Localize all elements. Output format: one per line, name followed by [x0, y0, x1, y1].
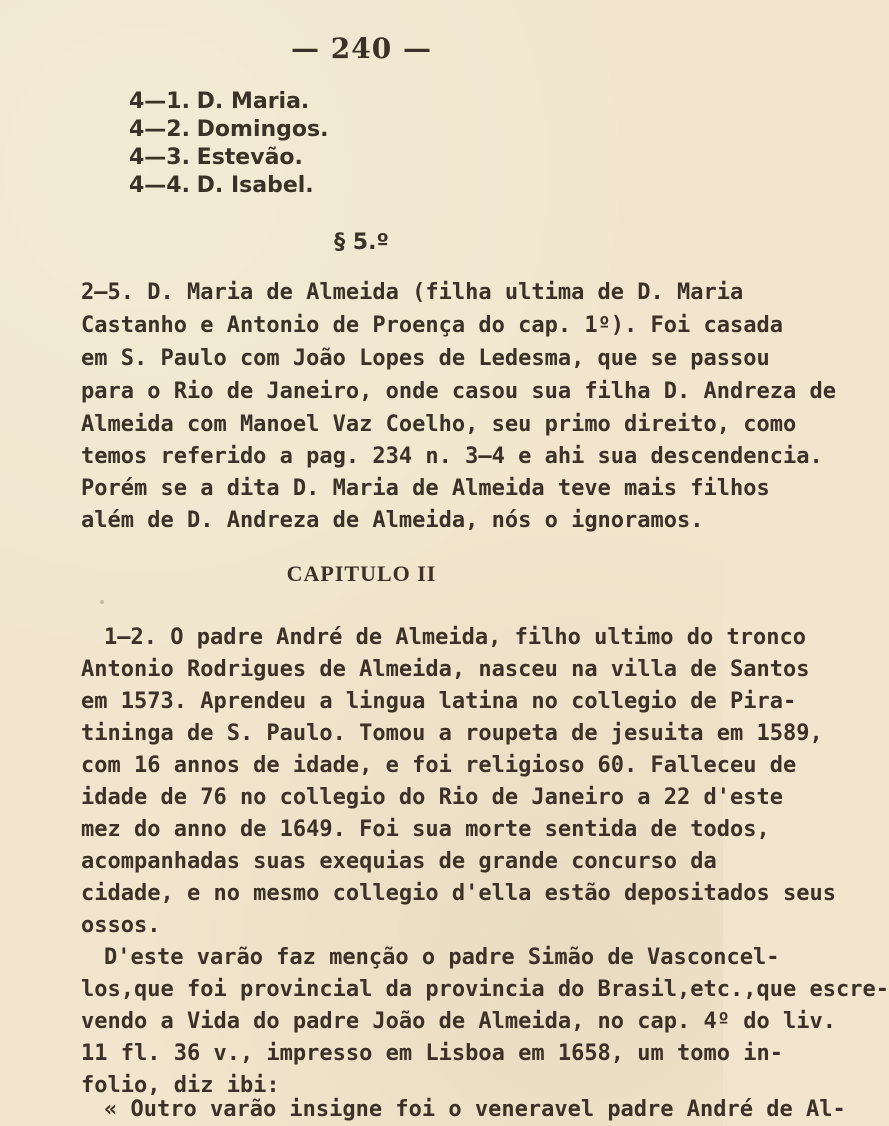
chapter-paragraph-line: Antonio Rodrigues de Almeida, nasceu na villa de Santos: [81, 657, 810, 682]
page-number: — 240 —: [291, 32, 432, 65]
chapter-paragraph-line: los,que foi provincial da provincia do Brasil,etc.,que escre-: [81, 977, 889, 1002]
chapter-paragraph-line: mez do anno de 1649. Foi sua morte sentida de todos,: [81, 817, 770, 842]
chapter-title: CAPITULO II: [286, 561, 437, 586]
chapter-paragraph-line: vendo a Vida do padre João de Almeida, no cap. 4º do liv.: [81, 1009, 836, 1034]
list-item-name: D. Isabel.: [196, 173, 314, 198]
chapter-paragraph-line: « Outro varão insigne foi o veneravel padre André de Al-: [104, 1097, 846, 1122]
list-item-name: D. Maria.: [196, 89, 310, 114]
list-item: [129, 144, 389, 172]
list-item-name: Domingos.: [196, 117, 329, 142]
lineage-list: [129, 88, 389, 200]
section-paragraph-line: 2—5. D. Maria de Almeida (filha ultima de D. Maria: [81, 280, 744, 305]
section-heading: § 5.º: [334, 230, 389, 255]
list-item-index: 4—4.: [129, 173, 190, 198]
list-item-index: 4—2.: [129, 117, 190, 142]
list-item: [129, 88, 389, 116]
list-item-index: 4—1.: [129, 89, 190, 114]
section-paragraph-line: Porém se a dita D. Maria de Almeida teve mais filhos: [81, 476, 770, 501]
chapter-paragraph-line: acompanhadas suas exequias de grande concurso da: [81, 849, 717, 874]
list-item: [129, 172, 389, 200]
chapter-paragraph-line: 1—2. O padre André de Almeida, filho ultimo do tronco: [104, 625, 806, 650]
chapter-paragraph-line: com 16 annos de idade, e foi religioso 60. Falleceu de: [81, 753, 797, 778]
paper-mark: [100, 600, 104, 604]
chapter-paragraph-line: idade de 76 no collegio do Rio de Janeiro a 22 d'este: [81, 785, 783, 810]
section-paragraph-line: além de D. Andreza de Almeida, nós o ignoramos.: [81, 508, 704, 533]
section-paragraph-line: para o Rio de Janeiro, onde casou sua filha D. Andreza de: [81, 379, 836, 404]
chapter-paragraph-line: cidade, e no mesmo collegio d'ella estão depositados seus: [81, 881, 836, 906]
chapter-paragraph-line: folio, diz ibi:: [81, 1073, 280, 1098]
chapter-paragraph-line: em 1573. Aprendeu a lingua latina no collegio de Pira-: [81, 689, 797, 714]
section-paragraph-line: Almeida com Manoel Vaz Coelho, seu primo direito, como: [81, 412, 797, 437]
list-item-index: 4—3.: [129, 145, 190, 170]
list-item: [129, 116, 389, 144]
section-paragraph-line: Castanho e Antonio de Proença do cap. 1º). Foi casada: [81, 313, 783, 338]
list-item-name: Estevão.: [196, 145, 303, 170]
chapter-paragraph-line: D'este varão faz menção o padre Simão de Vasconcel-: [104, 945, 780, 970]
section-paragraph-line: temos referido a pag. 234 n. 3—4 e ahi sua descendencia.: [81, 444, 823, 469]
chapter-paragraph-line: 11 fl. 36 v., impresso em Lisboa em 1658, um tomo in-: [81, 1041, 783, 1066]
chapter-paragraph-line: tininga de S. Paulo. Tomou a roupeta de jesuita em 1589,: [81, 721, 823, 746]
chapter-paragraph-line: ossos.: [81, 913, 161, 938]
section-paragraph-line: em S. Paulo com João Lopes de Ledesma, que se passou: [81, 346, 770, 371]
